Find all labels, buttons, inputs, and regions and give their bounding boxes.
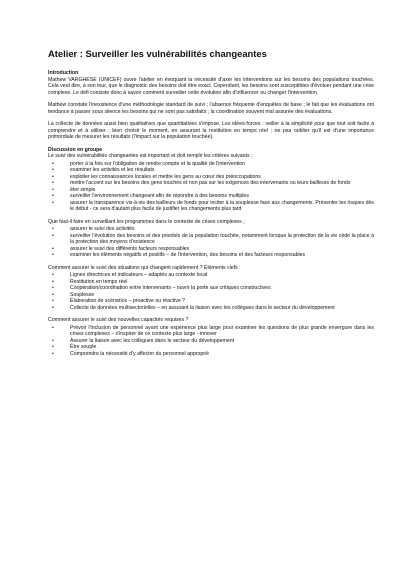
list-item: • Assurer la liaison avec les collègues dans le secteur du développement [52,337,235,344]
bullet-icon: • [52,344,54,350]
list-item: • Coopération/coordination entre intervenants – ouvrir la porte aux critiques constructives [52,285,271,291]
intro-paragraph-3: La collecte de données aussi bien qualitatives que quantitatives s'impose. Les idées-forces : veiller à la simplicité pour que tout soit facile à comprendre et à utiliser ; bien choisir le moment, en assurant la restitution en temps réel ; ne pas oublier qu'il est d'une importance primordiale de mesurer les résultats (l'impact sur la population touchée). [48,121,374,140]
list-item: • assurer le suivi des activités [52,226,135,232]
bullet-icon: • [52,324,54,331]
intro-paragraph-1: Mathew VARGHESE (UNICEF) ouvre l'atelier en évoquant la nécessité d'axer les interventions sur les besoins des populations touchées. Cela veut dire, à son tour, que le diagnostic des besoins doit être exact. Cependant, les besoins sont susceptibles d'évoluer pendant une crise complexe. Le défi consiste donc à savoir comment surveiller cette évolution afin d'influencer ou changer l'intervention. [48,76,374,96]
list-item: • Souplesse [52,291,95,298]
intro-paragraph-2: Mathew constate l'inexistence d'une méthodologie standard de suivi ; l'absence fréquente d'enquêtes de base ; le fait que les évaluations ont tendance à passer sous silence les besoins qui ne sont pas satisfaits ; la coordination souvent mal assurée des évaluations. [48,102,374,115]
list-item: • Être souple [52,344,97,350]
list-item: • Comprendre la nécessité d'y affecter du personnel approprié [52,350,210,357]
list-item: • surveiller l'environnement changeant afin de répondre à des besoins multiples [52,193,249,199]
key-elements-lead: Comment assurer le suivi des situations qui changent rapidement ? Éléments clefs : [48,264,241,271]
monitoring-list [48,226,374,259]
list-item: • Élaboration de scénarios – proactive ou réactive ? [52,298,186,304]
bullet-icon: • [52,350,54,357]
bullet-icon: • [52,272,54,278]
list-item: • Restitution en temps réel [52,278,128,285]
bullet-icon: • [52,304,54,311]
bullet-icon: • [52,167,54,173]
list-item: • surveiller l'évolution des besoins et des priorités de la population touchée, notamment lorsque la protection de la vie cède la place à la protection des moyens d'existence [52,232,374,245]
list-item: • exploiter les connaissances locales et mettre les gens au cœur des préoccupations [52,173,261,180]
bullet-icon: • [52,193,54,199]
list-item: • porter à la fois sur l'obligation de rendre compte et la qualité de l'intervention [52,160,245,167]
monitoring-lead: Que faut-il faire en surveillant les programmes dans le contexte de crises complexes ; [48,218,245,225]
list-item: • mettre l'accent sur les besoins des gens touchés et non pas sur les exigences des intervenants ou leurs bailleurs de fonds [52,180,351,186]
list-item: • assurer la transparence vis-à-vis des bailleurs de fonds pour inciter à la souplesse face aux changements. Présenter les risques dès le début - ce sera d'autant plus facile de justifier les changements plus tard [52,199,374,212]
criteria-list [48,161,374,213]
list-item: • Collecte de données multisectorielles – en assurant la liaison avec les collègues dans le secteur du développement [52,304,335,311]
list-item: • examiner les éléments négatifs et positifs – de l'intervention, des besoins et des facteurs responsables [52,252,306,258]
discussion-heading: Discussion en groupe [48,146,103,153]
bullet-icon: • [52,285,54,291]
document-page [48,48,374,363]
document-title: Atelier : Surveiller les vulnérabilités changeantes [48,48,267,59]
capacities-list [48,325,374,358]
list-item: • Lignes directrices et indicateurs – adaptés au contexte local [52,272,208,278]
bullet-icon: • [52,298,54,304]
bullet-icon: • [52,245,54,252]
bullet-icon: • [52,180,54,186]
bullet-icon: • [52,226,54,232]
bullet-icon: • [52,252,54,258]
list-item: • Prévoir l'inclusion de personnel ayant une expérience plus large pour examiner les questions de plus grande envergure dans les crises complexes – s'inspirer de ce contexte plus large - innover [52,324,374,337]
criteria-lead: Le suivi des vulnérabilités changeantes est important et doit remplir les critères suivants : [48,153,253,159]
list-item: • examiner les activités et les résultats [52,167,155,173]
key-elements-list [48,272,374,311]
bullet-icon: • [52,199,54,206]
bullet-icon: • [52,291,54,298]
bullet-icon: • [52,337,54,344]
bullet-icon: • [52,173,54,180]
bullet-icon: • [52,186,54,193]
capacities-lead: Comment assurer le suivi des nouvelles capacités requises ? [48,317,189,323]
bullet-icon: • [52,232,54,239]
intro-heading: Introduction [48,70,79,76]
bullet-icon: • [52,160,54,167]
list-item: • être simple [52,186,96,193]
bullet-icon: • [52,278,54,285]
list-item: • assurer le suivi des différents facteurs responsables [52,245,190,252]
